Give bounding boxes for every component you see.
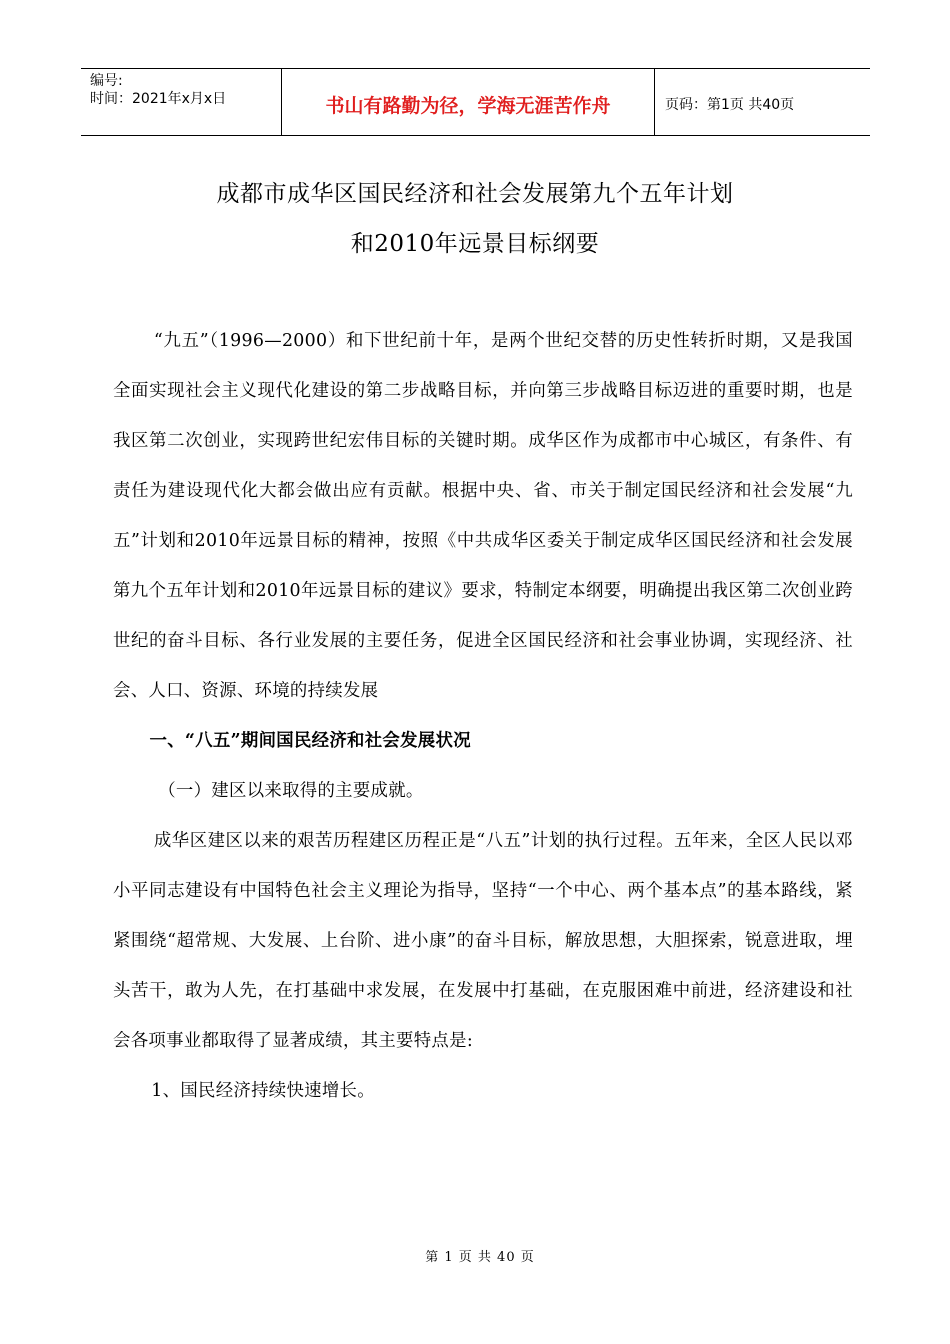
header-table [81,68,870,136]
page-footer: 第 1 页 共 40 页 [425,1250,535,1265]
document-body [113,316,853,1116]
document-number-label: 编号: [90,73,123,89]
document-title-line1: 成都市成华区国民经济和社会发展第九个五年计划 [216,181,734,207]
section-heading: 一、“八五”期间国民经济和社会发展状况 [149,731,471,751]
document-time-label: 时间：2021年x月x日 [90,91,227,107]
intro-paragraph: “九五”（1996—2000）和下世纪前十年，是两个世纪交替的历史性转折时期，又是我国全面实现社会主义现代化建设的第二步战略目标，并向第三步战略目标迈进的重要时期，也是我区第二次创业，实现跨世纪宏伟目标的关键时期。成华区作为成都市中心城区，有条件、有责任为建设现代化大都会做出应有贡献。根据中央、省、市关于制定国民经济和社会发展“九五”计划和2010年远景目标的精神，按照《中共成华区委关于制定成华区国民经济和社会发展第九个五年计划和2010年远景目标的建议》要求，特制定本纲要，明确提出我区第二次创业跨世纪的奋斗目标、各行业发展的主要任务，促进全区国民经济和社会事业协调，实现经济、社会、人口、资源、环境的持续发展 [113,331,853,701]
document-title-line2: 和2010年远景目标纲要 [350,231,600,257]
list-item: 1、国民经济持续快速增长。 [151,1081,375,1101]
subsection-heading: （一）建区以来取得的主要成就。 [158,781,424,801]
achievements-paragraph: 成华区建区以来的艰苦历程建区历程正是“八五”计划的执行过程。五年来，全区人民以邓小平同志建设有中国特色社会主义理论为指导，坚持“一个中心、两个基本点”的基本路线，紧紧围绕“超常规、大发展、上台阶、进小康”的奋斗目标，解放思想，大胆探索，锐意进取，埋头苦干，敢为人先，在打基础中求发展，在发展中打基础，在克服困难中前进，经济建设和社会各项事业都取得了显著成绩，其主要特点是: [113,831,853,1051]
header-motto: 书山有路勤为径，学海无涯苦作舟 [282,69,655,135]
header-page-info: 页码：第1页 共40页 [665,97,795,113]
header-meta-cell [81,69,282,135]
